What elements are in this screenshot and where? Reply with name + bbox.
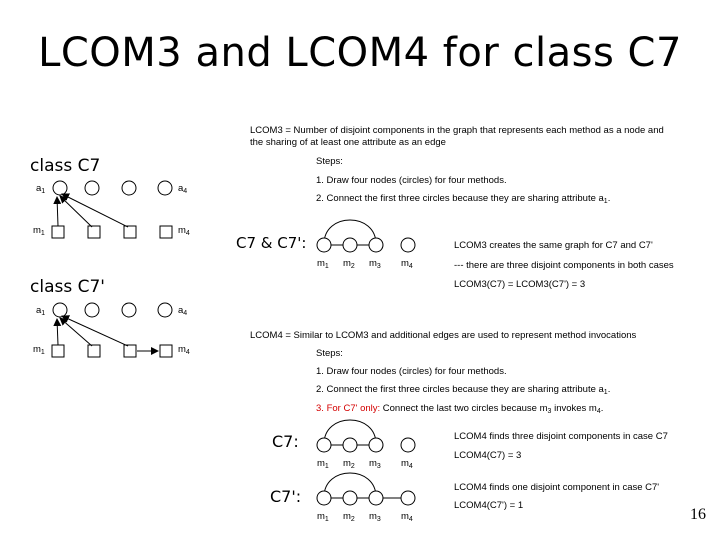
class-c7-graph bbox=[52, 181, 172, 238]
lcom4-c7-note: LCOM4 finds three disjoint components in case C7 bbox=[454, 431, 668, 442]
slide-title: LCOM3 and LCOM4 for class C7 bbox=[38, 30, 682, 76]
node-label-m2: $m_2$ bbox=[343, 258, 355, 270]
attribute-node-a3 bbox=[122, 303, 136, 317]
method-circle-m4 bbox=[401, 238, 415, 252]
lcom4-c7-prime-result: LCOM4(C7') = 1 bbox=[454, 500, 524, 511]
edge-m1-a1 bbox=[57, 319, 58, 345]
lcom4-step1: 1. Draw four nodes (circles) for four methods. bbox=[316, 366, 507, 377]
node-label-m3: $m_3$ bbox=[369, 258, 381, 270]
edge-m3-a1 bbox=[62, 316, 128, 346]
attribute-node-a1 bbox=[53, 181, 67, 195]
attribute-node-a1 bbox=[53, 303, 67, 317]
lcom4-c7-prime-note: LCOM4 finds one disjoint component in case C7' bbox=[454, 482, 660, 493]
attribute-label-a1: $a_1$ bbox=[36, 305, 46, 317]
method-circle-m1 bbox=[317, 438, 331, 452]
node-label-m3: $m_3$ bbox=[369, 458, 381, 470]
method-circle-m3 bbox=[369, 438, 383, 452]
lcom4-c7-label: C7: bbox=[272, 432, 299, 451]
method-label-m4: $m_4$ bbox=[178, 344, 190, 356]
lcom3-method-graph bbox=[317, 220, 415, 252]
method-label-m1: $m_1$ bbox=[33, 225, 45, 237]
node-label-m2: $m_2$ bbox=[343, 458, 355, 470]
method-node-m4 bbox=[160, 226, 172, 238]
method-node-m1 bbox=[52, 345, 64, 357]
lcom4-c7-prime-label: C7': bbox=[270, 487, 302, 506]
node-label-m2: $m_2$ bbox=[343, 511, 355, 523]
method-node-m2 bbox=[88, 345, 100, 357]
method-circle-m4 bbox=[401, 438, 415, 452]
edge-m1-a1 bbox=[57, 197, 58, 226]
lcom3-result: LCOM3(C7) = LCOM3(C7') = 3 bbox=[454, 279, 586, 290]
attribute-label-a4: $a_4$ bbox=[178, 183, 188, 195]
lcom3-steps-heading: Steps: bbox=[316, 156, 343, 167]
node-label-m4: $m_4$ bbox=[401, 258, 413, 270]
page-number: 16 bbox=[690, 506, 706, 523]
node-label-m1: $m_1$ bbox=[317, 511, 329, 523]
method-circle-m1 bbox=[317, 491, 331, 505]
attribute-node-a4 bbox=[158, 181, 172, 195]
lcom4-c7-graph bbox=[317, 420, 415, 452]
attribute-label-a1: $a_1$ bbox=[36, 183, 46, 195]
lcom3-step2: 2. Connect the first three circles because they are sharing attribute $a_1$. bbox=[316, 193, 611, 205]
attribute-node-a4 bbox=[158, 303, 172, 317]
attribute-node-a2 bbox=[85, 303, 99, 317]
attribute-node-a3 bbox=[122, 181, 136, 195]
node-label-m1: $m_1$ bbox=[317, 258, 329, 270]
method-circle-m2 bbox=[343, 438, 357, 452]
method-circle-m2 bbox=[343, 491, 357, 505]
edge-m3-a1 bbox=[62, 194, 128, 227]
node-label-m4: $m_4$ bbox=[401, 511, 413, 523]
node-label-m1: $m_1$ bbox=[317, 458, 329, 470]
node-label-m4: $m_4$ bbox=[401, 458, 413, 470]
class-c7-prime-graph bbox=[52, 303, 172, 357]
method-circle-m4 bbox=[401, 491, 415, 505]
lcom4-step2: 2. Connect the first three circles because they are sharing attribute $a_1$. bbox=[316, 384, 611, 396]
lcom3-note1: LCOM3 creates the same graph for C7 and C7' bbox=[454, 240, 653, 251]
lcom4-step3: 3. For C7' only: Connect the last two circles because $m_3$ invokes $m_4$. bbox=[316, 403, 604, 415]
method-circle-m1 bbox=[317, 238, 331, 252]
method-node-m4 bbox=[160, 345, 172, 357]
class-c7-prime-label: class C7' bbox=[30, 277, 105, 297]
lcom3-definition-line2: the sharing of at least one attribute as an edge bbox=[250, 137, 446, 148]
class-c7-label: class C7 bbox=[30, 156, 101, 176]
lcom3-graph-label: C7 & C7': bbox=[236, 234, 307, 252]
lcom3-note2: --- there are three disjoint components in both cases bbox=[454, 260, 674, 271]
method-circle-m2 bbox=[343, 238, 357, 252]
lcom4-definition: LCOM4 = Similar to LCOM3 and additional edges are used to represent method invocations bbox=[250, 330, 637, 341]
lcom3-step1: 1. Draw four nodes (circles) for four methods. bbox=[316, 175, 507, 186]
method-node-m2 bbox=[88, 226, 100, 238]
attribute-label-a4: $a_4$ bbox=[178, 305, 188, 317]
method-node-m1 bbox=[52, 226, 64, 238]
lcom3-definition-line1: LCOM3 = Number of disjoint components in the graph that represents each method as a node and bbox=[250, 125, 664, 136]
method-label-m1: $m_1$ bbox=[33, 344, 45, 356]
method-node-m3 bbox=[124, 226, 136, 238]
node-label-m3: $m_3$ bbox=[369, 511, 381, 523]
lcom4-c7-prime-graph bbox=[317, 473, 415, 505]
method-label-m4: $m_4$ bbox=[178, 225, 190, 237]
method-node-m3 bbox=[124, 345, 136, 357]
method-circle-m3 bbox=[369, 238, 383, 252]
lcom4-steps-heading: Steps: bbox=[316, 348, 343, 359]
lcom4-c7-result: LCOM4(C7) = 3 bbox=[454, 450, 522, 461]
attribute-node-a2 bbox=[85, 181, 99, 195]
method-circle-m3 bbox=[369, 491, 383, 505]
